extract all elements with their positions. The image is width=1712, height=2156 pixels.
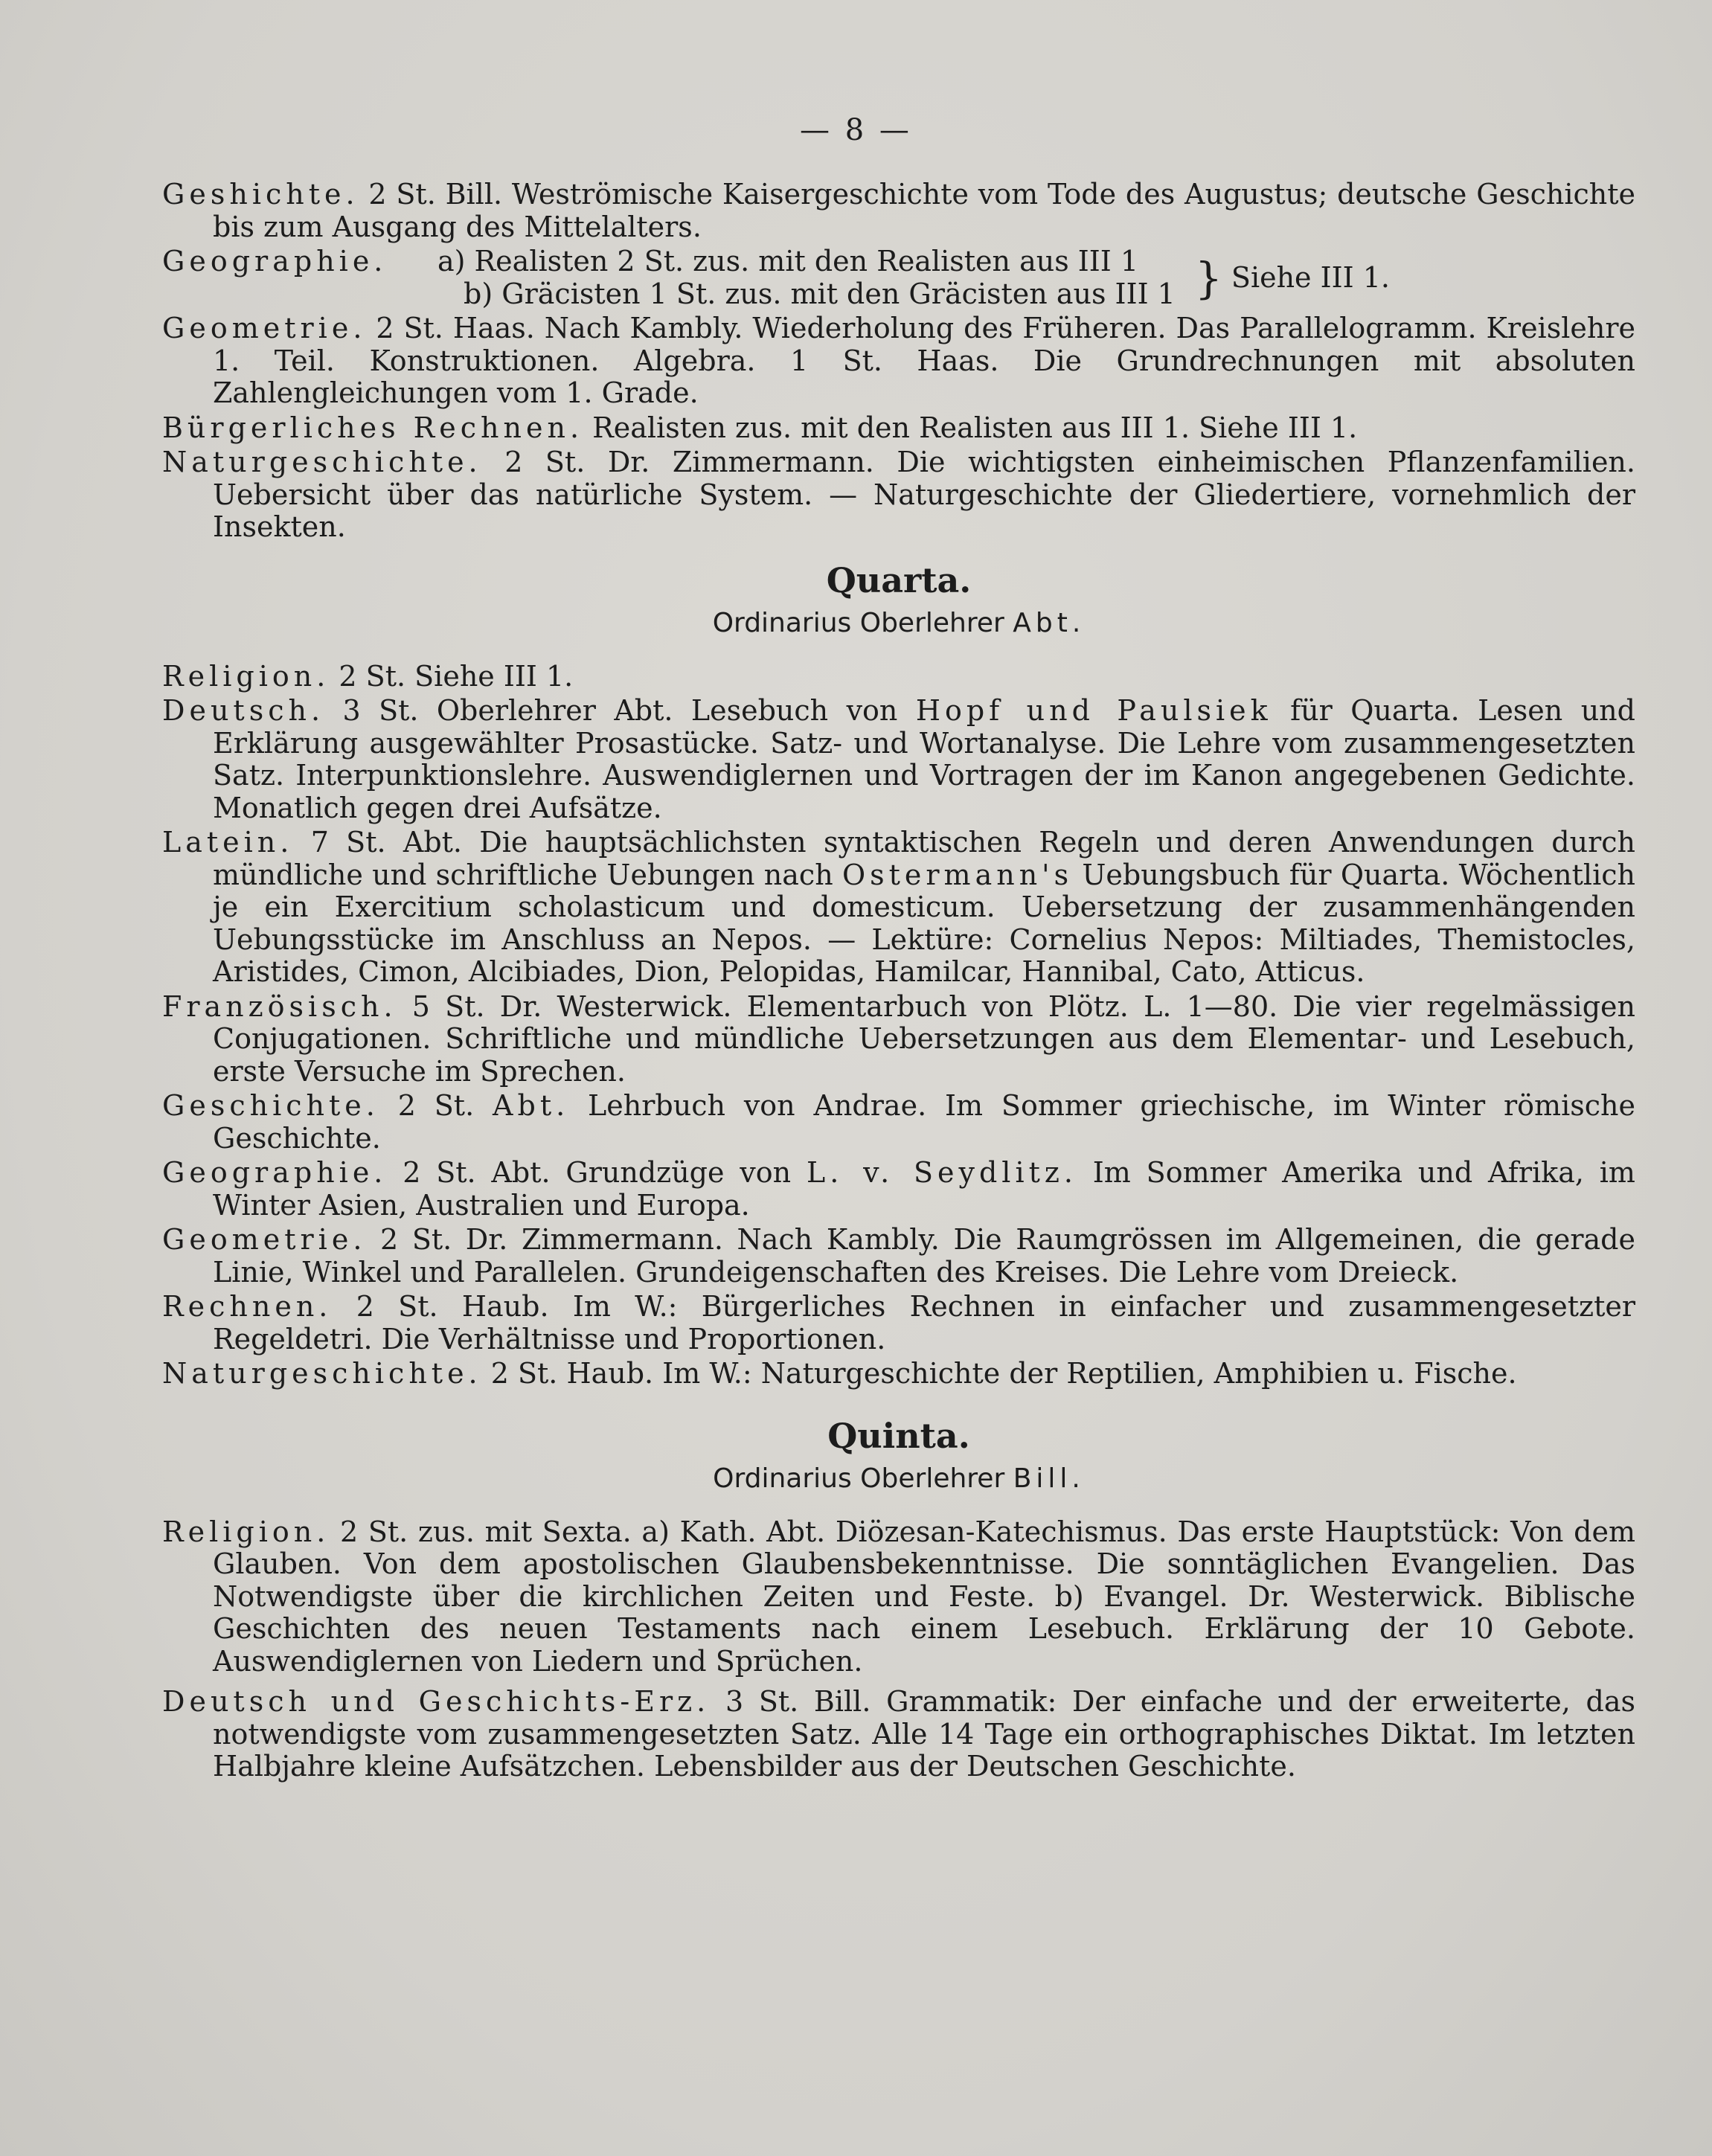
entry-text: 2 St. Haas. Nach Kambly. Wiederholung des Früheren. Das Parallelogramm. Kreislehre 1. Teil. Konstruktionen. Algebra. 1 St. Haas. Die Grundrechnungen mit absoluten Zahlengleichungen vom 1. Grade.	[213, 312, 1635, 409]
curly-brace-icon: }	[1195, 252, 1222, 304]
section-title-quarta: Quarta.	[826, 559, 972, 600]
subject-label: Geschichte.	[162, 1089, 379, 1122]
page-number: — 8 —	[800, 113, 912, 147]
entry-text: 2 St. Dr. Zimmermann. Die wichtigsten einheimischen Pflanzenfamilien. Uebersicht über das natürliche System. — Naturgeschichte der Gliedertiere, vornehmlich der Insekten.	[213, 446, 1635, 543]
entry-naturgeschichte	[162, 446, 1635, 544]
entry-text: 2 St. Dr. Zimmermann. Nach Kambly. Die Raumgrössen im Allgemeinen, die gerade Linie, Winkel und Parallelen. Grundeigenschaften des Kreises. Die Lehre vom Dreieck.	[213, 1223, 1635, 1289]
subject-label: Naturgeschichte.	[162, 1357, 482, 1390]
ordinarius-name: Bill.	[1013, 1463, 1085, 1494]
entry-text: für Quarta. Lesen und Erklärung ausgewählter Prosastücke. Satz- und Wortanalyse. Die Lehre vom zusammengesetzten Satz. Interpunktionslehre. Auswendiglernen und Vortragen der im Kanon angegebenen Gedichte. Monatlich gegen drei Aufsätze.	[213, 694, 1635, 824]
entry-religion	[162, 661, 1635, 693]
entry-text: 5 St. Dr. Westerwick. Elementarbuch von Plötz. L. 1—80. Die vier regelmässigen Conjugationen. Schriftliche und mündliche Uebersetzungen aus dem Elementar- und Lesebuch, erste Versuche im Sprechen.	[213, 989, 1635, 1088]
subject-label: Naturgeschichte.	[162, 446, 482, 478]
geographie-line-a: a) Realisten 2 St. zus. mit den Realisten aus III 1	[437, 245, 1139, 277]
entry-text: 2 St. Haub. Im W.: Bürgerliches Rechnen in einfacher und zusammengesetzter Regeldetri. Die Verhältnisse und Proportionen.	[213, 1290, 1635, 1355]
subject-label: Rechnen.	[162, 1290, 333, 1323]
entry-text: 3 St. Oberlehrer Abt. Lesebuch von	[342, 694, 898, 727]
entry-geschichte-quarta	[162, 1090, 1635, 1155]
ordinarius-quinta	[162, 1463, 1635, 1495]
subject-label: Deutsch.	[162, 694, 325, 727]
entry-geschichte	[162, 179, 1635, 243]
ordinarius-prefix: Ordinarius Oberlehrer	[712, 608, 1004, 638]
ordinarius-quarta	[162, 607, 1635, 640]
entry-franzoesisch	[162, 991, 1635, 1088]
entry-text: Lehrbuch von Andrae. Im Sommer griechische, im Winter römische Geschichte.	[213, 1089, 1635, 1155]
entry-text: Realisten zus. mit den Realisten aus III 1. Siehe III 1.	[592, 411, 1358, 444]
entry-authors: Hopf und Paulsiek	[915, 694, 1272, 727]
entry-deutsch-quinta	[162, 1686, 1635, 1783]
subject-label: Geographie.	[162, 1156, 388, 1189]
entry-author: Ostermann's	[841, 858, 1074, 891]
subject-label: Geshichte.	[162, 178, 359, 211]
entry-author: L. v. Seydlitz.	[806, 1156, 1077, 1189]
subject-label: Bürgerliches Rechnen.	[162, 411, 584, 444]
entry-geographie-quarta	[162, 1157, 1635, 1222]
subject-label: Geometrie.	[162, 1223, 367, 1256]
entry-text: Im Sommer Amerika und Afrika, im Winter Asien, Australien und Europa.	[213, 1156, 1635, 1222]
subject-label: Französisch.	[162, 989, 397, 1023]
subject-label: Geometrie.	[162, 312, 367, 344]
subject-label: Deutsch und Geschichts-Erz.	[162, 1685, 711, 1718]
entry-latein	[162, 827, 1635, 989]
section-title-quinta: Quinta.	[827, 1415, 970, 1456]
entry-text: 2 St.	[397, 1089, 475, 1122]
entry-text: 3 St. Bill. Grammatik: Der einfache und der erweiterte, das notwendigste vom zusammengesetzten Satz. Alle 14 Tage ein orthographisches Diktat. Im letzten Halbjahre kleine Aufsätzchen. Lebensbilder aus der Deutschen Geschichte.	[213, 1685, 1635, 1783]
geographie-brace-group	[1195, 246, 1390, 310]
entry-text: Uebungsbuch für Quarta. Wöchentlich je ein Exercitium scholasticum und domesticum. Uebersetzung der zusammenhängenden Uebungsstücke im Anschluss an Nepos. — Lektüre: Cornelius Nepos: Miltiades, Themistocles, Aristides, Cimon, Alcibiades, Dion, Pelopidas, Hamilcar, Hannibal, Cato, Atticus.	[213, 858, 1635, 988]
entry-teacher: Abt.	[493, 1089, 570, 1122]
entry-text: 2 St. Abt. Grundzüge von	[403, 1156, 792, 1189]
entry-text: 2 St. Bill. Weströmische Kaisergeschichte vom Tode des Augustus; deutsche Geschichte bis zum Ausgang des Mittelalters.	[213, 178, 1635, 243]
page-content	[162, 179, 1635, 1786]
ordinarius-prefix: Ordinarius Oberlehrer	[713, 1463, 1005, 1494]
entry-geometrie-quarta	[162, 1224, 1635, 1289]
entry-buergerliches-rechnen	[162, 412, 1635, 445]
subject-label: Religion.	[162, 659, 330, 693]
entry-text: 2 St. Siehe III 1.	[339, 659, 574, 693]
geographie-brace-note: Siehe III 1.	[1231, 260, 1390, 294]
entry-geometrie	[162, 312, 1635, 410]
entry-text: 7 St. Abt. Die hauptsächlichsten syntaktischen Regeln und deren Anwendungen durch mündliche und schriftliche Uebungen nach	[213, 826, 1635, 891]
geographie-line-b: b) Gräcisten 1 St. zus. mit den Gräcisten aus III 1	[464, 277, 1176, 310]
entry-religion-quinta	[162, 1516, 1635, 1678]
subject-label: Religion.	[162, 1515, 330, 1548]
ordinarius-name: Abt.	[1013, 608, 1086, 638]
entry-naturgeschichte-quarta	[162, 1358, 1635, 1390]
entry-geographie	[162, 246, 1635, 310]
entry-deutsch	[162, 695, 1635, 824]
subject-label: Latein.	[162, 826, 294, 859]
entry-rechnen	[162, 1291, 1635, 1355]
subject-label: Geographie.	[162, 245, 388, 277]
entry-text: 2 St. Haub. Im W.: Naturgeschichte der Reptilien, Amphibien u. Fische.	[490, 1357, 1517, 1390]
entry-text: 2 St. zus. mit Sexta. a) Kath. Abt. Diözesan-Katechismus. Das erste Hauptstück: Von dem Glauben. Von dem apostolischen Glaubensbekenntnisse. Die sonntäglichen Evangelien. Das Notwendigste über die kirchlichen Zeiten und Feste. b) Evangel. Dr. Westerwick. Biblische Geschichten des neuen Testaments nach einem Lesebuch. Erklärung der 10 Gebote. Auswendiglernen von Liedern und Sprüchen.	[213, 1515, 1635, 1678]
